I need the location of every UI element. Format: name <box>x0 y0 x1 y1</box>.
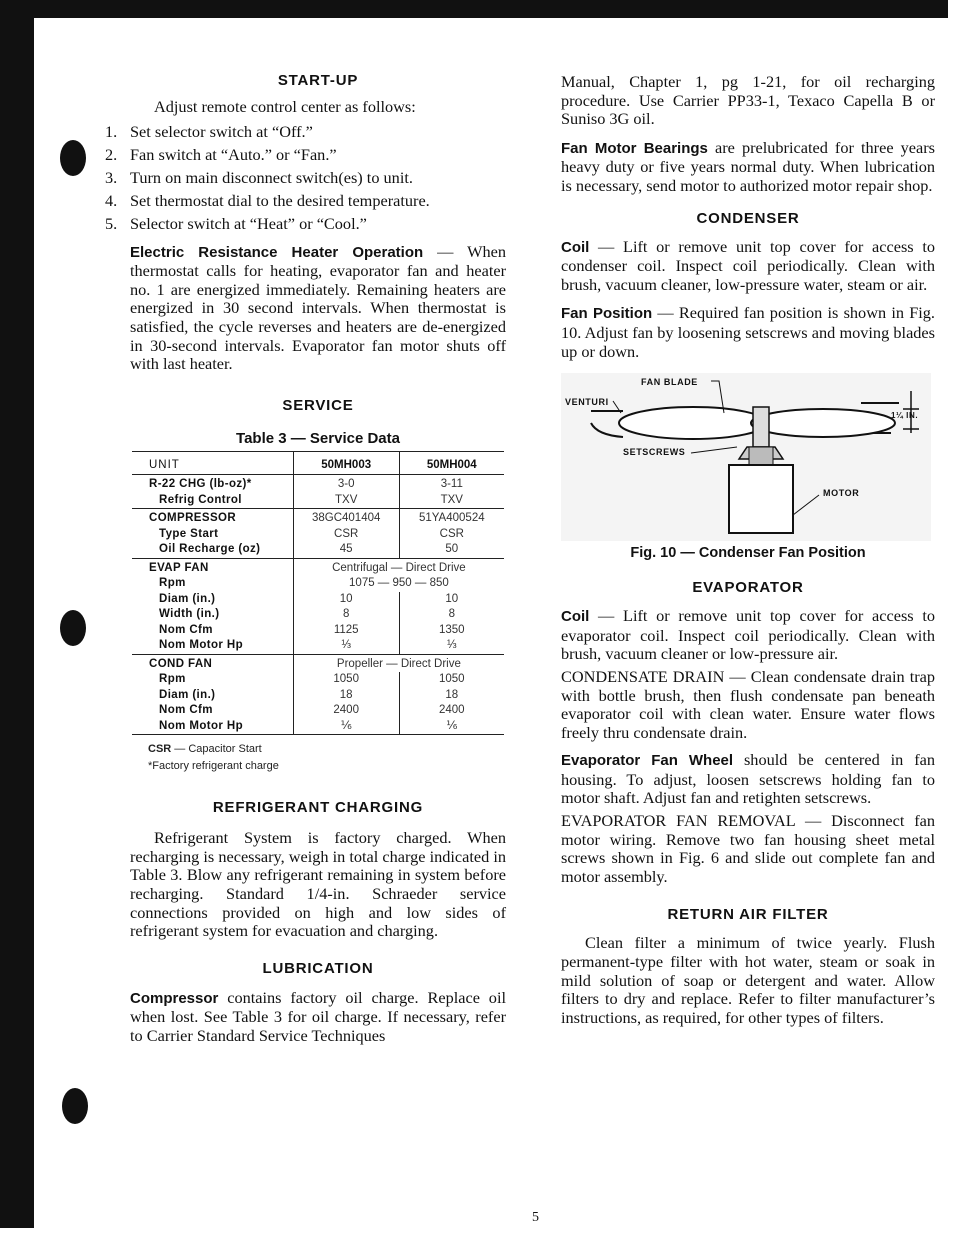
return-air-filter-heading: RETURN AIR FILTER <box>667 906 829 924</box>
evaporator-fan-wheel-paragraph: Evaporator Fan Wheel should be centered in fan housing. To adjust, loosen setscrews holding fan to motor shaft. Adjust fan and retighten setscrews. <box>561 750 935 808</box>
startup-heading: START-UP <box>277 72 359 89</box>
table-row: Refrig Control TXV TXV <box>132 493 504 509</box>
lubrication-heading: LUBRICATION <box>262 959 374 977</box>
startup-step: 5. Selector switch at “Heat” or “Cool.” <box>105 213 367 233</box>
table-row: Diam (in.) 10 10 <box>132 592 504 608</box>
table-footnote-factory: *Factory refrigerant charge <box>148 760 279 773</box>
table-row: Rpm 1075 — 950 — 850 <box>132 576 504 592</box>
motor-label: MOTOR <box>823 488 860 499</box>
table-header-row <box>132 451 504 475</box>
startup-step: 3. Turn on main disconnect switch(es) to unit. <box>105 167 413 187</box>
punch-hole-bottom <box>62 1088 88 1124</box>
table-footnote-csr: CSR — Capacitor Start <box>148 743 262 756</box>
venturi-label: VENTURI <box>565 397 609 408</box>
table-row: Rpm 1050 1050 <box>132 672 504 688</box>
table-row: Nom Motor Hp ⅙ ⅙ <box>132 719 504 735</box>
setscrews-label: SETSCREWS <box>623 447 686 458</box>
punch-hole-top <box>60 140 86 176</box>
table-row: COMPRESSOR 38GC401404 51YA400524 <box>132 509 504 527</box>
startup-step: 4. Set thermostat dial to the desired temperature. <box>105 190 430 210</box>
table-row: Nom Cfm 1125 1350 <box>132 623 504 639</box>
table-caption: Table 3 — Service Data <box>236 429 400 447</box>
page-number: 5 <box>532 1210 539 1225</box>
heater-operation-lead: Electric Resistance Heater Operation <box>130 243 424 261</box>
table-row: COND FAN Propeller — Direct Drive <box>132 654 504 672</box>
condenser-coil-paragraph: Coil — Lift or remove unit top cover for access to condenser coil. Inspect coil periodically. Clean with brush, vacuum cleaner, low-pressure water, steam or air. <box>561 236 935 294</box>
startup-steps <box>105 120 506 235</box>
right-column <box>561 70 935 1027</box>
page-binding-strip <box>0 0 34 1228</box>
table-row: Oil Recharge (oz) 45 50 <box>132 542 504 558</box>
heater-operation-paragraph: Electric Resistance Heater Operation — When thermostat calls for heating, evaporator fan and heater no. 1 are energized immediately. Remaining heaters are energized in 30 second intervals. When thermostat is satisfied, the cycle reverses and heaters are de-energized in 30-second intervals. Evaporator fan motor shuts off with last heater. <box>130 241 506 374</box>
table-row: Diam (in.) 18 18 <box>132 688 504 704</box>
refrigerant-charging-paragraph: Refrigerant System is factory charged. When recharging is necessary, weigh in total charge indicated in Table 3. Blow any refrigerant remaining in system before recharging. Standard 1/4-in. Schraeder service connections provided on high and low sides of refrigerant system for evacuation and charging. <box>130 828 506 941</box>
refrigerant-charging-heading: REFRIGERANT CHARGING <box>212 799 424 817</box>
service-heading: SERVICE <box>282 396 354 414</box>
page-top-border <box>0 0 948 18</box>
fan-blade-label: FAN BLADE <box>641 377 698 388</box>
return-air-filter-paragraph: Clean filter a minimum of twice yearly. Flush permanent-type filter with hot water, steam or soak in mild solution of soap or detergent and water. Allow filters to dry and replace. Refer to filter manufacturer’s instructions, as required, for other types of filters. <box>561 933 935 1027</box>
table-row: R-22 CHG (lb-oz)* 3-0 3-11 <box>132 475 504 493</box>
lubrication-paragraph: Compressor contains factory oil charge. Replace oil when lost. See Table 3 for oil charge. If necessary, refer to Carrier Standard Service Techniques <box>130 987 506 1045</box>
col-header-50mh004: 50MH004 <box>399 451 504 475</box>
dimension-label: 1¼ IN. <box>891 411 919 421</box>
fan-position-paragraph: Fan Position — Required fan position is shown in Fig. 10. Adjust fan by loosening setscrews and moving blades up or down. <box>561 303 936 361</box>
fan-motor-bearings-paragraph: Fan Motor Bearings are prelubricated for three years heavy duty or five years normal duty. When lubrication is necessary, send motor to authorized motor repair shop. <box>561 137 935 195</box>
figure-caption: Fig. 10 — Condenser Fan Position <box>630 545 866 562</box>
startup-step: 1. Set selector switch at “Off.” <box>105 121 313 141</box>
condenser-fan-diagram <box>561 373 931 541</box>
evaporator-fan-removal-paragraph: EVAPORATOR FAN REMOVAL — Disconnect fan motor wiring. Remove two fan housing sheet metal screws shown in Fig. 6 and slide out complete fan and motor assembly. <box>561 811 935 886</box>
col-header-unit: UNIT <box>132 451 293 475</box>
table-row: Nom Cfm 2400 2400 <box>132 703 504 719</box>
condenser-fan-figure <box>561 373 931 541</box>
col-header-50mh003: 50MH003 <box>293 451 399 475</box>
condensate-drain-paragraph: CONDENSATE DRAIN — Clean condensate drain trap with bottle brush, then flush condensate pan beneath evaporator coil with clean water. Ensure water flows freely thru condensate drain. <box>561 666 936 742</box>
startup-intro: Adjust remote control center as follows: <box>154 97 416 116</box>
lubrication-continued-paragraph: Manual, Chapter 1, pg 1-21, for oil recharging procedure. Use Carrier PP33-1, Texaco Capella B or Suniso 3G oil. <box>561 72 935 129</box>
evaporator-coil-paragraph: Coil — Lift or remove unit top cover for access to evaporator coil. Inspect coil periodically. Clean with brush, vacuum cleaner or low-pressure air. <box>561 606 935 664</box>
table-row: Width (in.) 8 8 <box>132 607 504 623</box>
evaporator-heading: EVAPORATOR <box>692 579 804 597</box>
service-data-table <box>132 451 504 736</box>
table-row: EVAP FAN Centrifugal — Direct Drive <box>132 558 504 576</box>
startup-step: 2. Fan switch at “Auto.” or “Fan.” <box>105 144 337 164</box>
table-row: Type Start CSR CSR <box>132 527 504 543</box>
condenser-heading: CONDENSER <box>696 209 800 227</box>
punch-hole-middle <box>60 610 86 646</box>
left-column <box>105 70 506 1046</box>
table-row: Nom Motor Hp ⅓ ⅓ <box>132 638 504 654</box>
